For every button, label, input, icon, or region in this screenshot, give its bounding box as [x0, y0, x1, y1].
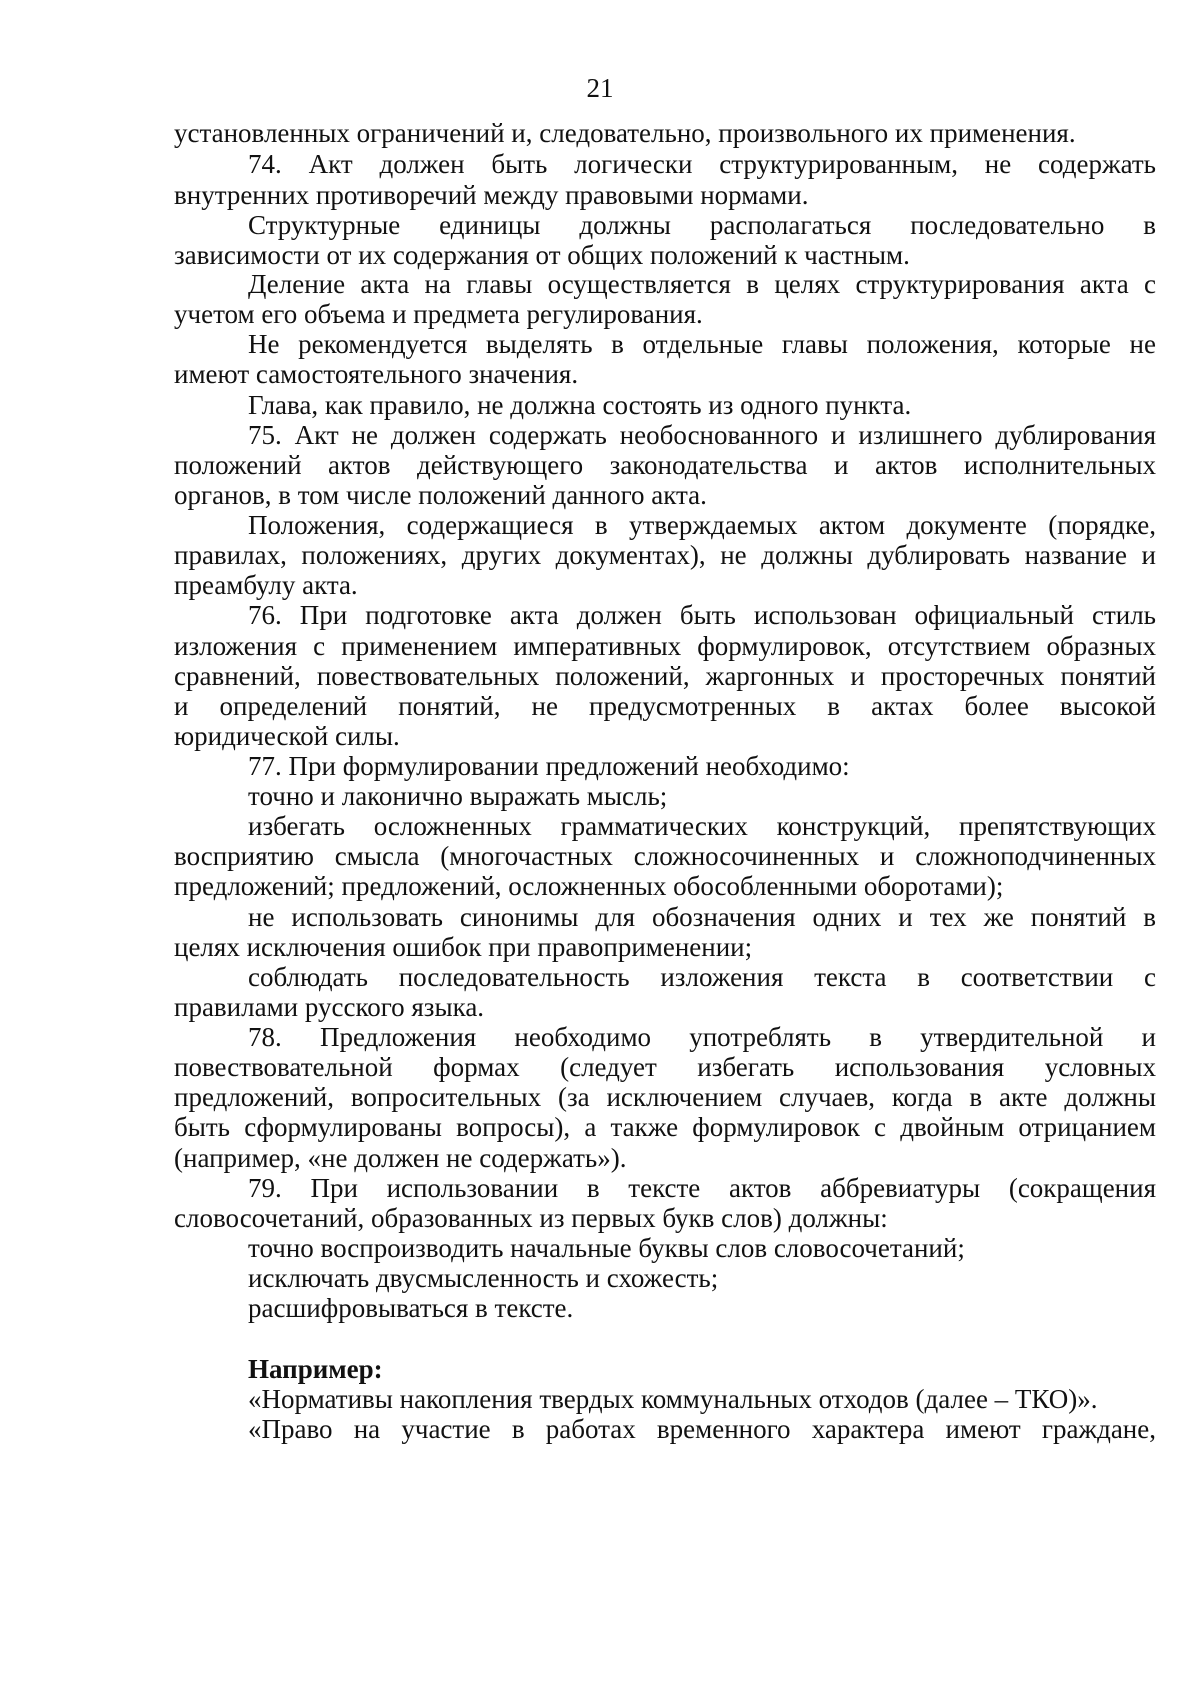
page-number: 21 — [586, 73, 614, 103]
text-line: правилами русского языка. — [174, 992, 485, 1022]
text-line: точно и лаконично выражать мысль; — [248, 781, 668, 811]
text-line: 76. При подготовке акта должен быть использован официальный стиль — [248, 600, 1156, 630]
text-line: не использовать синонимы для обозначения одних и тех же понятий в — [248, 902, 1156, 932]
text-line: целях исключения ошибок при правоприменении; — [174, 932, 753, 962]
text-line: Глава, как правило, не должна состоять из одного пункта. — [248, 390, 912, 420]
text-line: соблюдать последовательность изложения текста в соответствии с — [248, 962, 1156, 992]
text-line: (например, «не должен не содержать»). — [174, 1143, 627, 1173]
text-line: изложения с применением императивных формулировок, отсутствием образных — [174, 631, 1156, 661]
text-line: «Право на участие в работах временного характера имеют граждане, — [248, 1414, 1156, 1444]
text-line: 75. Акт не должен содержать необоснованного и излишнего дублирования — [248, 420, 1156, 450]
text-line: установленных ограничений и, следовательно, произвольного их применения. — [174, 118, 1076, 148]
text-line: исключать двусмысленность и схожесть; — [248, 1263, 719, 1293]
text-line: 74. Акт должен быть логически структурированным, не содержать — [248, 149, 1156, 179]
text-line: сравнений, повествовательных положений, жаргонных и просторечных понятий — [174, 661, 1156, 691]
text-line: и определений понятий, не предусмотренных в актах более высокой — [174, 691, 1156, 721]
text-line: восприятию смысла (многочастных сложносочиненных и сложноподчиненных — [174, 841, 1156, 871]
text-line: Положения, содержащиеся в утверждаемых актом документе (порядке, — [248, 510, 1156, 540]
text-line: быть сформулированы вопросы), а также формулировок с двойным отрицанием — [174, 1112, 1156, 1142]
text-line: 77. При формулировании предложений необходимо: — [248, 751, 850, 781]
text-line: повествовательной формах (следует избегать использования условных — [174, 1052, 1156, 1082]
text-line: учетом его объема и предмета регулирования. — [174, 299, 703, 329]
text-line: 78. Предложения необходимо употреблять в утвердительной и — [248, 1022, 1156, 1052]
text-line: расшифровываться в тексте. — [248, 1293, 574, 1323]
text-line: юридической силы. — [174, 721, 400, 751]
text-line: органов, в том числе положений данного акта. — [174, 480, 707, 510]
text-line: предложений, вопросительных (за исключением случаев, когда в акте должны — [174, 1082, 1156, 1112]
text-line: словосочетаний, образованных из первых букв слов) должны: — [174, 1203, 888, 1233]
text-line: избегать осложненных грамматических конструкций, препятствующих — [248, 811, 1156, 841]
text-line: «Нормативы накопления твердых коммунальных отходов (далее – ТКО)». — [248, 1384, 1098, 1414]
text-line: предложений; предложений, осложненных обособленными оборотами); — [174, 871, 1004, 901]
text-line: Не рекомендуется выделять в отдельные главы положения, которые не — [248, 329, 1156, 359]
example-heading: Например: — [248, 1354, 383, 1384]
text-line: точно воспроизводить начальные буквы слов словосочетаний; — [248, 1233, 965, 1263]
text-line: положений актов действующего законодательства и актов исполнительных — [174, 450, 1156, 480]
text-line: внутренних противоречий между правовыми нормами. — [174, 180, 809, 210]
text-line: зависимости от их содержания от общих положений к частным. — [174, 240, 910, 270]
text-line: имеют самостоятельного значения. — [174, 359, 579, 389]
text-line: Деление акта на главы осуществляется в целях структурирования акта с — [248, 269, 1156, 299]
text-line: правилах, положениях, других документах), не должны дублировать название и — [174, 540, 1156, 570]
text-line: 79. При использовании в тексте актов аббревиатуры (сокращения — [248, 1173, 1156, 1203]
text-line: Структурные единицы должны располагаться последовательно в — [248, 210, 1156, 240]
text-line: преамбулу акта. — [174, 570, 358, 600]
